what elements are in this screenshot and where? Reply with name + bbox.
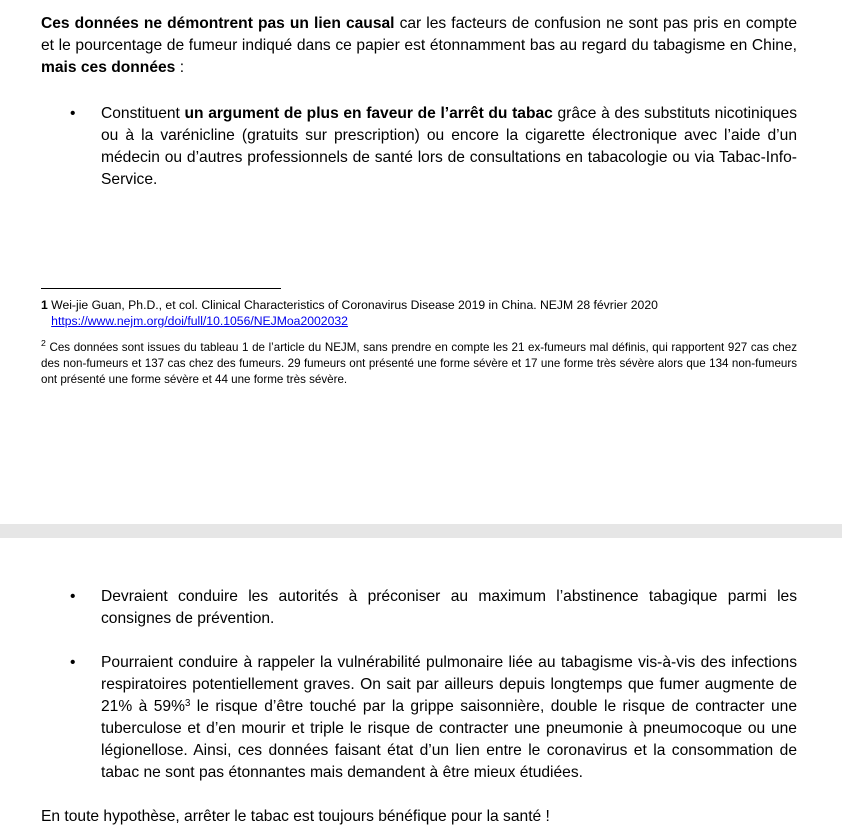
footnote-ref: 3 [184,697,191,709]
footnote-number: 2 [41,338,46,349]
bullet-marker: • [70,654,76,671]
intro-colon: : [175,59,185,76]
bullet-prefix: Constituent [101,105,185,122]
footnote-text: Ces données sont issues du tableau 1 de l’article du NEJM, sans prendre en compte les 21 ex-fumeurs mal définis, qui rapportent 927 cas chez des non-fumeurs et 137 cas chez des fumeurs. 29 fumeurs ont présenté une forme sévère et 17 une forme très sévère alors que 134 non-fumeurs ont présenté une forme sévère et 44 une forme très sévère. [41,341,797,386]
bullet-text: Pourraient conduire à rappeler la vulnérabilité pulmonaire liée au tabagisme vis-à-vis des infections respiratoires potentiellement graves. On sait par ailleurs depuis longtemps que fumer augmente de 21% à 59% [101,654,797,715]
conclusion-paragraph: En toute hypothèse, arrêter le tabac est toujours bénéfique pour la santé ! [41,808,550,825]
bullet-text: grâce à des substituts nicotiniques ou à la varénicline (gratuits sur prescription) ou encore la cigarette électronique avec l’aide d’un médecin ou d’autres professionnels de santé lors de consultations en tabacologie ou via Tabac-Info-Service. [101,105,797,188]
footnote-1 [41,297,797,329]
intro-bold-data: mais ces données [41,59,176,76]
bullet-item-vulnerabilite [101,652,797,784]
bullet-item-autorites: Devraient conduire les autorités à préconiser au maximum l’abstinence tabagique parmi les consignes de prévention. [101,588,797,627]
bullet-text: le risque d’être touché par la grippe saisonnière, double le risque de contracter une tuberculose et d’en mourir et triple le risque de contracter une pneumonie à pneumocoque ou une légionellose. Ainsi, ces données faisant état d’un lien entre le coronavirus et la consommation de tabac ne sont pas étonnantes mais demandent à être mieux étudiées. [101,698,797,781]
footnote-2 [41,340,797,388]
bullet-item-arret-tabac [101,103,797,191]
intro-paragraph [41,13,797,79]
footnote-link[interactable]: https://www.nejm.org/doi/full/10.1056/NEJMoa2002032 [51,314,348,328]
footnote-number: 1 [41,298,48,312]
intro-bold-claim: Ces données ne démontrent pas un lien causal [41,15,395,32]
intro-text: car les facteurs de confusion ne sont pas pris en compte et le pourcentage de fumeur indiqué dans ce papier est étonnamment bas au regard du tabagisme en Chine, [41,15,797,54]
bullet-marker: • [70,588,76,605]
bullet-marker: • [70,105,76,122]
page-separator [0,524,842,538]
bullet-bold-argument: un argument de plus en faveur de l’arrêt du tabac [184,105,553,122]
footnote-separator [41,288,281,289]
footnote-text: Wei-jie Guan, Ph.D., et col. Clinical Characteristics of Coronavirus Disease 2019 in China. NEJM 28 février 2020 [47,298,658,312]
